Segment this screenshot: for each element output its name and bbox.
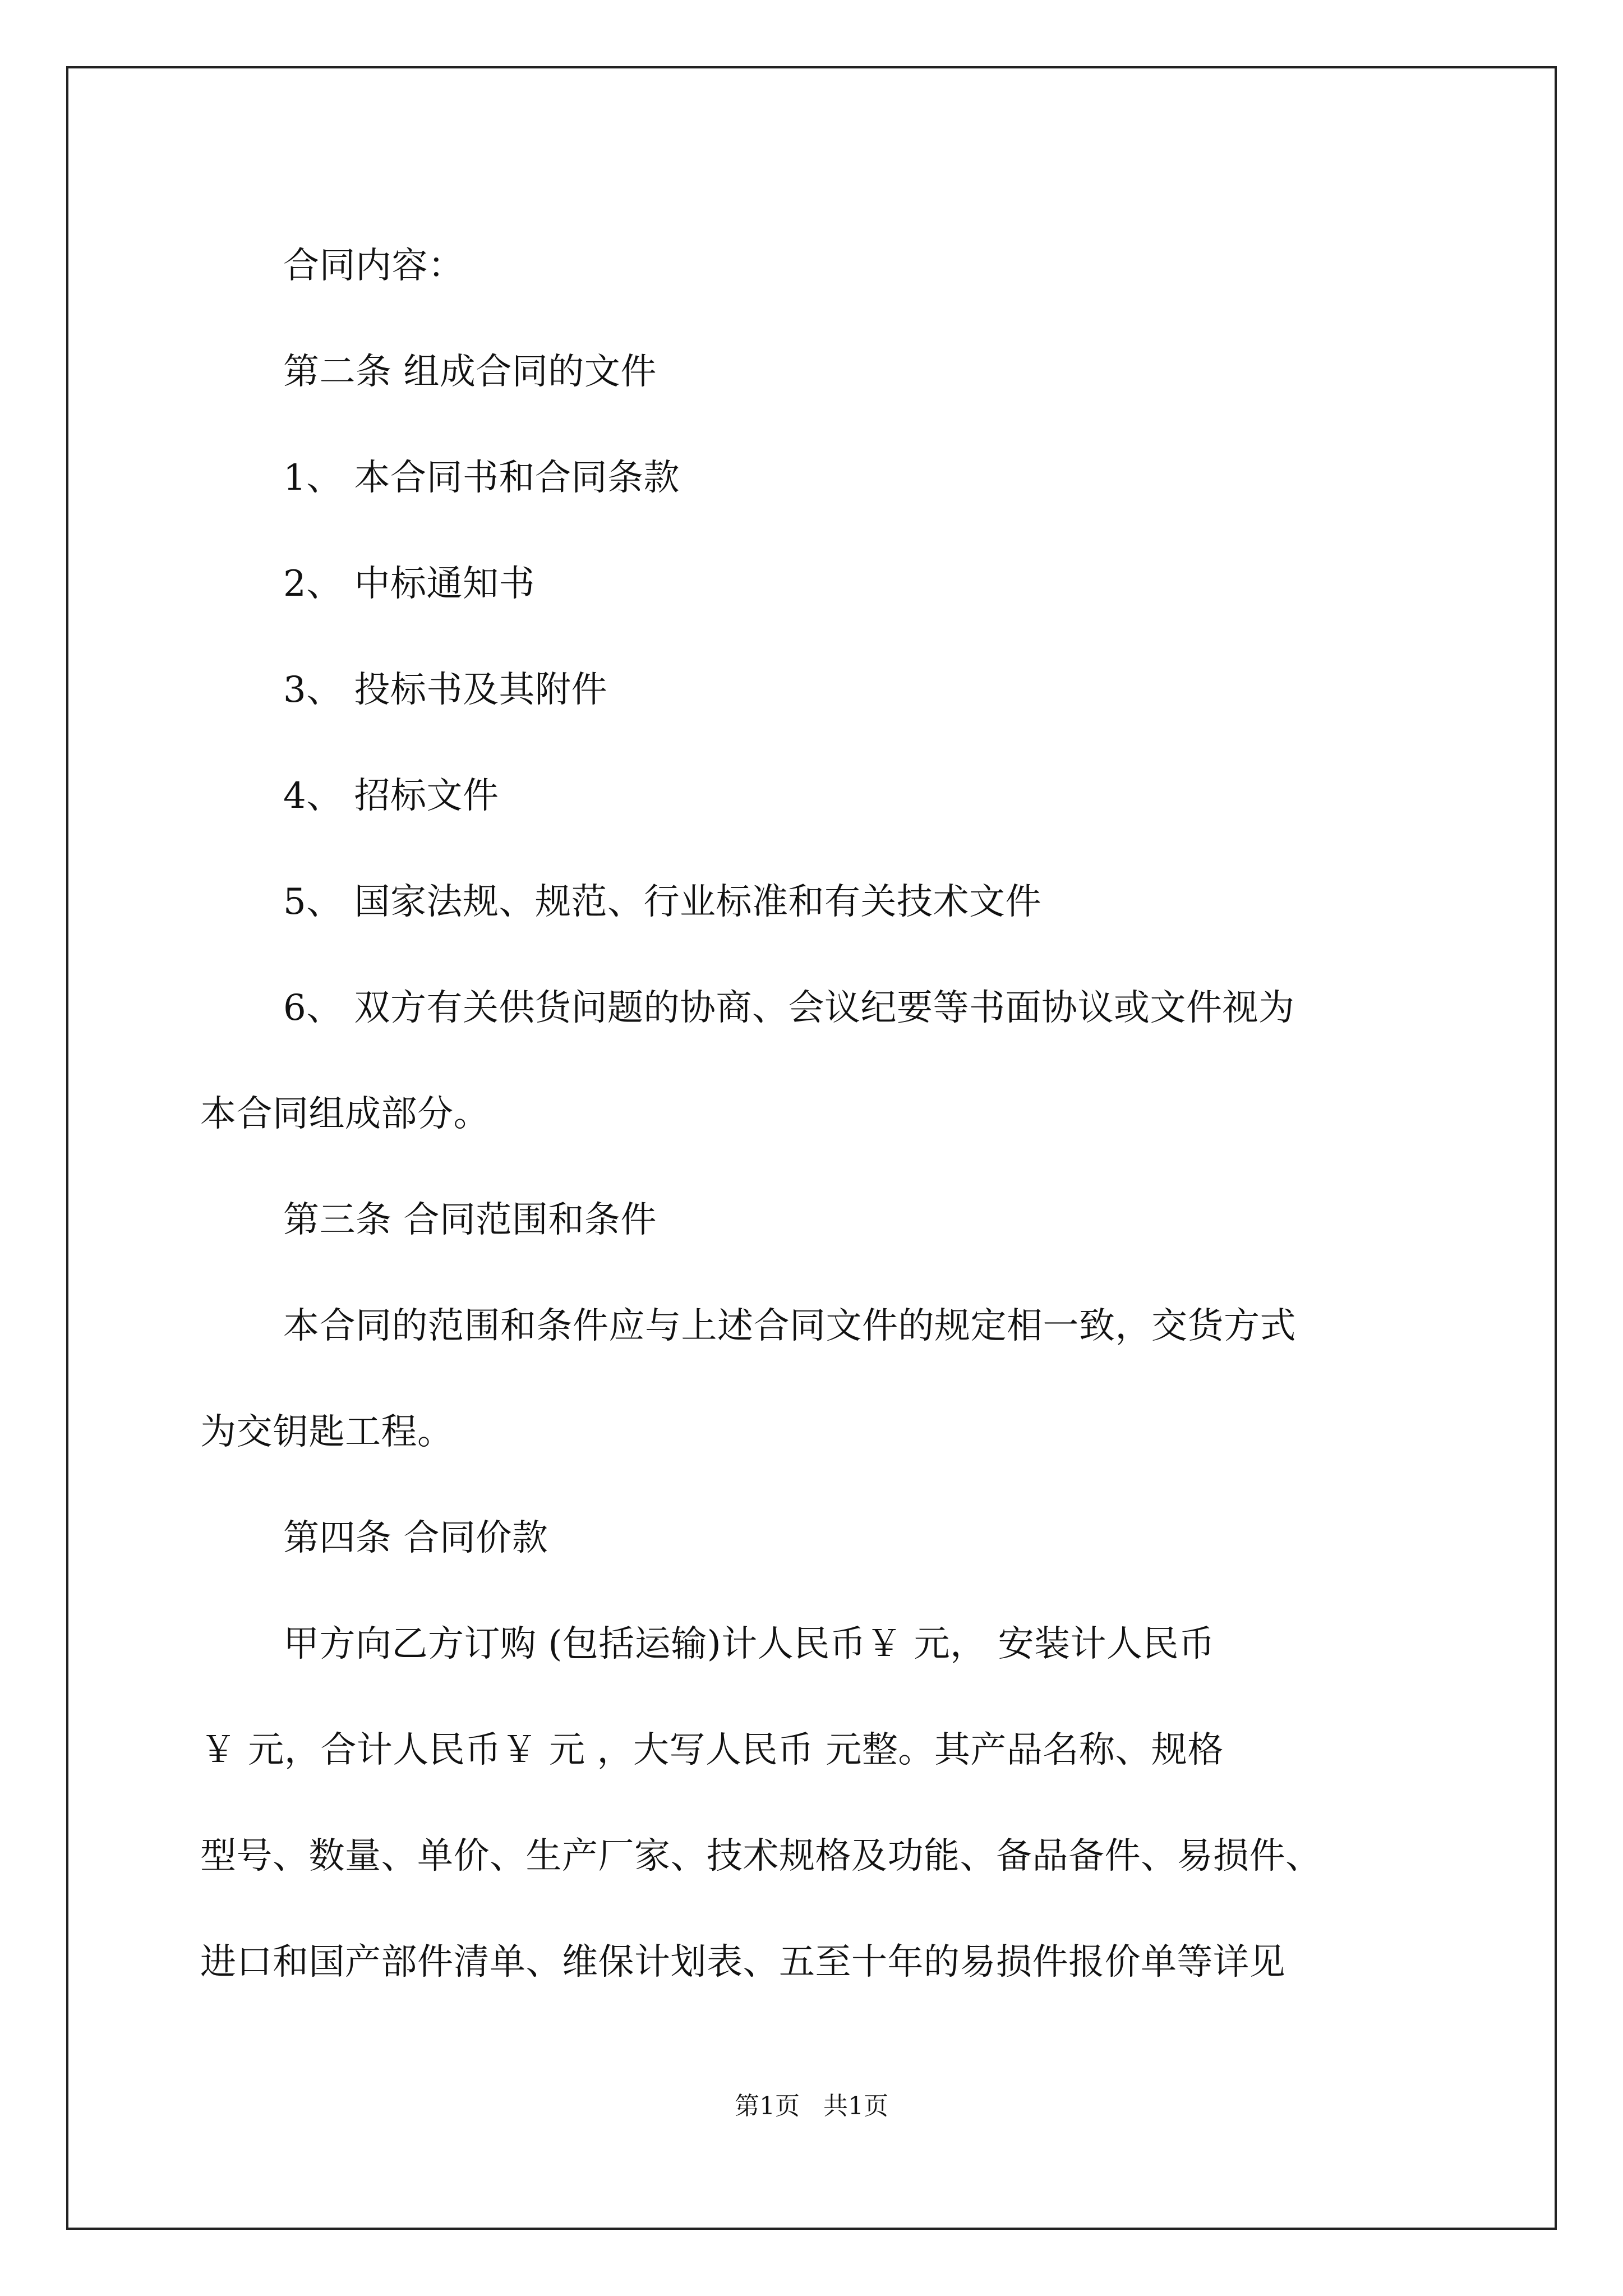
- paragraph-article-2-title: 第二条 组成合同的文件: [283, 351, 657, 393]
- paragraph-item-6: 6、 双方有关供货问题的协商、会议纪要等书面协议或文件视为: [283, 987, 1295, 1029]
- paragraph-item-4: 4、 招标文件: [283, 775, 499, 817]
- paragraph-item-1: 1、 本合同书和合同条款: [283, 457, 680, 499]
- paragraph-article-4-body-line-4: 进口和国产部件清单、维保计划表、五至十年的易损件报价单等详见: [200, 1941, 1285, 1983]
- document-body: [200, 213, 1423, 2016]
- paragraph-item-6-continued: 本合同组成部分。: [200, 1093, 490, 1135]
- paragraph-article-3-title: 第三条 合同范围和条件: [283, 1199, 657, 1241]
- page-footer: 第1页 共1页: [735, 2092, 888, 2120]
- paragraph-article-4-body: 甲方向乙方订购 (包括运输)计人民币￥ 元， 安装计人民币: [283, 1623, 1215, 1665]
- paragraph-item-3: 3、 投标书及其附件: [283, 669, 608, 711]
- paragraph-article-3-body-continued: 为交钥匙工程。: [200, 1411, 454, 1453]
- paragraph-item-5: 5、 国家法规、规范、行业标准和有关技术文件: [283, 881, 1042, 923]
- paragraph-article-4-body-line-3: 型号、数量、单价、生产厂家、技术规格及功能、备品备件、易损件、: [200, 1835, 1322, 1877]
- paragraph-article-4-title: 第四条 合同价款: [283, 1517, 548, 1559]
- paragraph-article-3-body: 本合同的范围和条件应与上述合同文件的规定相一致，交货方式: [283, 1305, 1296, 1347]
- paragraph-article-4-body-line-2: ￥ 元，合计人民币￥ 元 ，大写人民币 元整。其产品名称、规格: [200, 1729, 1224, 1771]
- paragraph-contract-content-heading: 合同内容：: [283, 245, 464, 287]
- paragraph-item-2: 2、 中标通知书: [283, 563, 536, 605]
